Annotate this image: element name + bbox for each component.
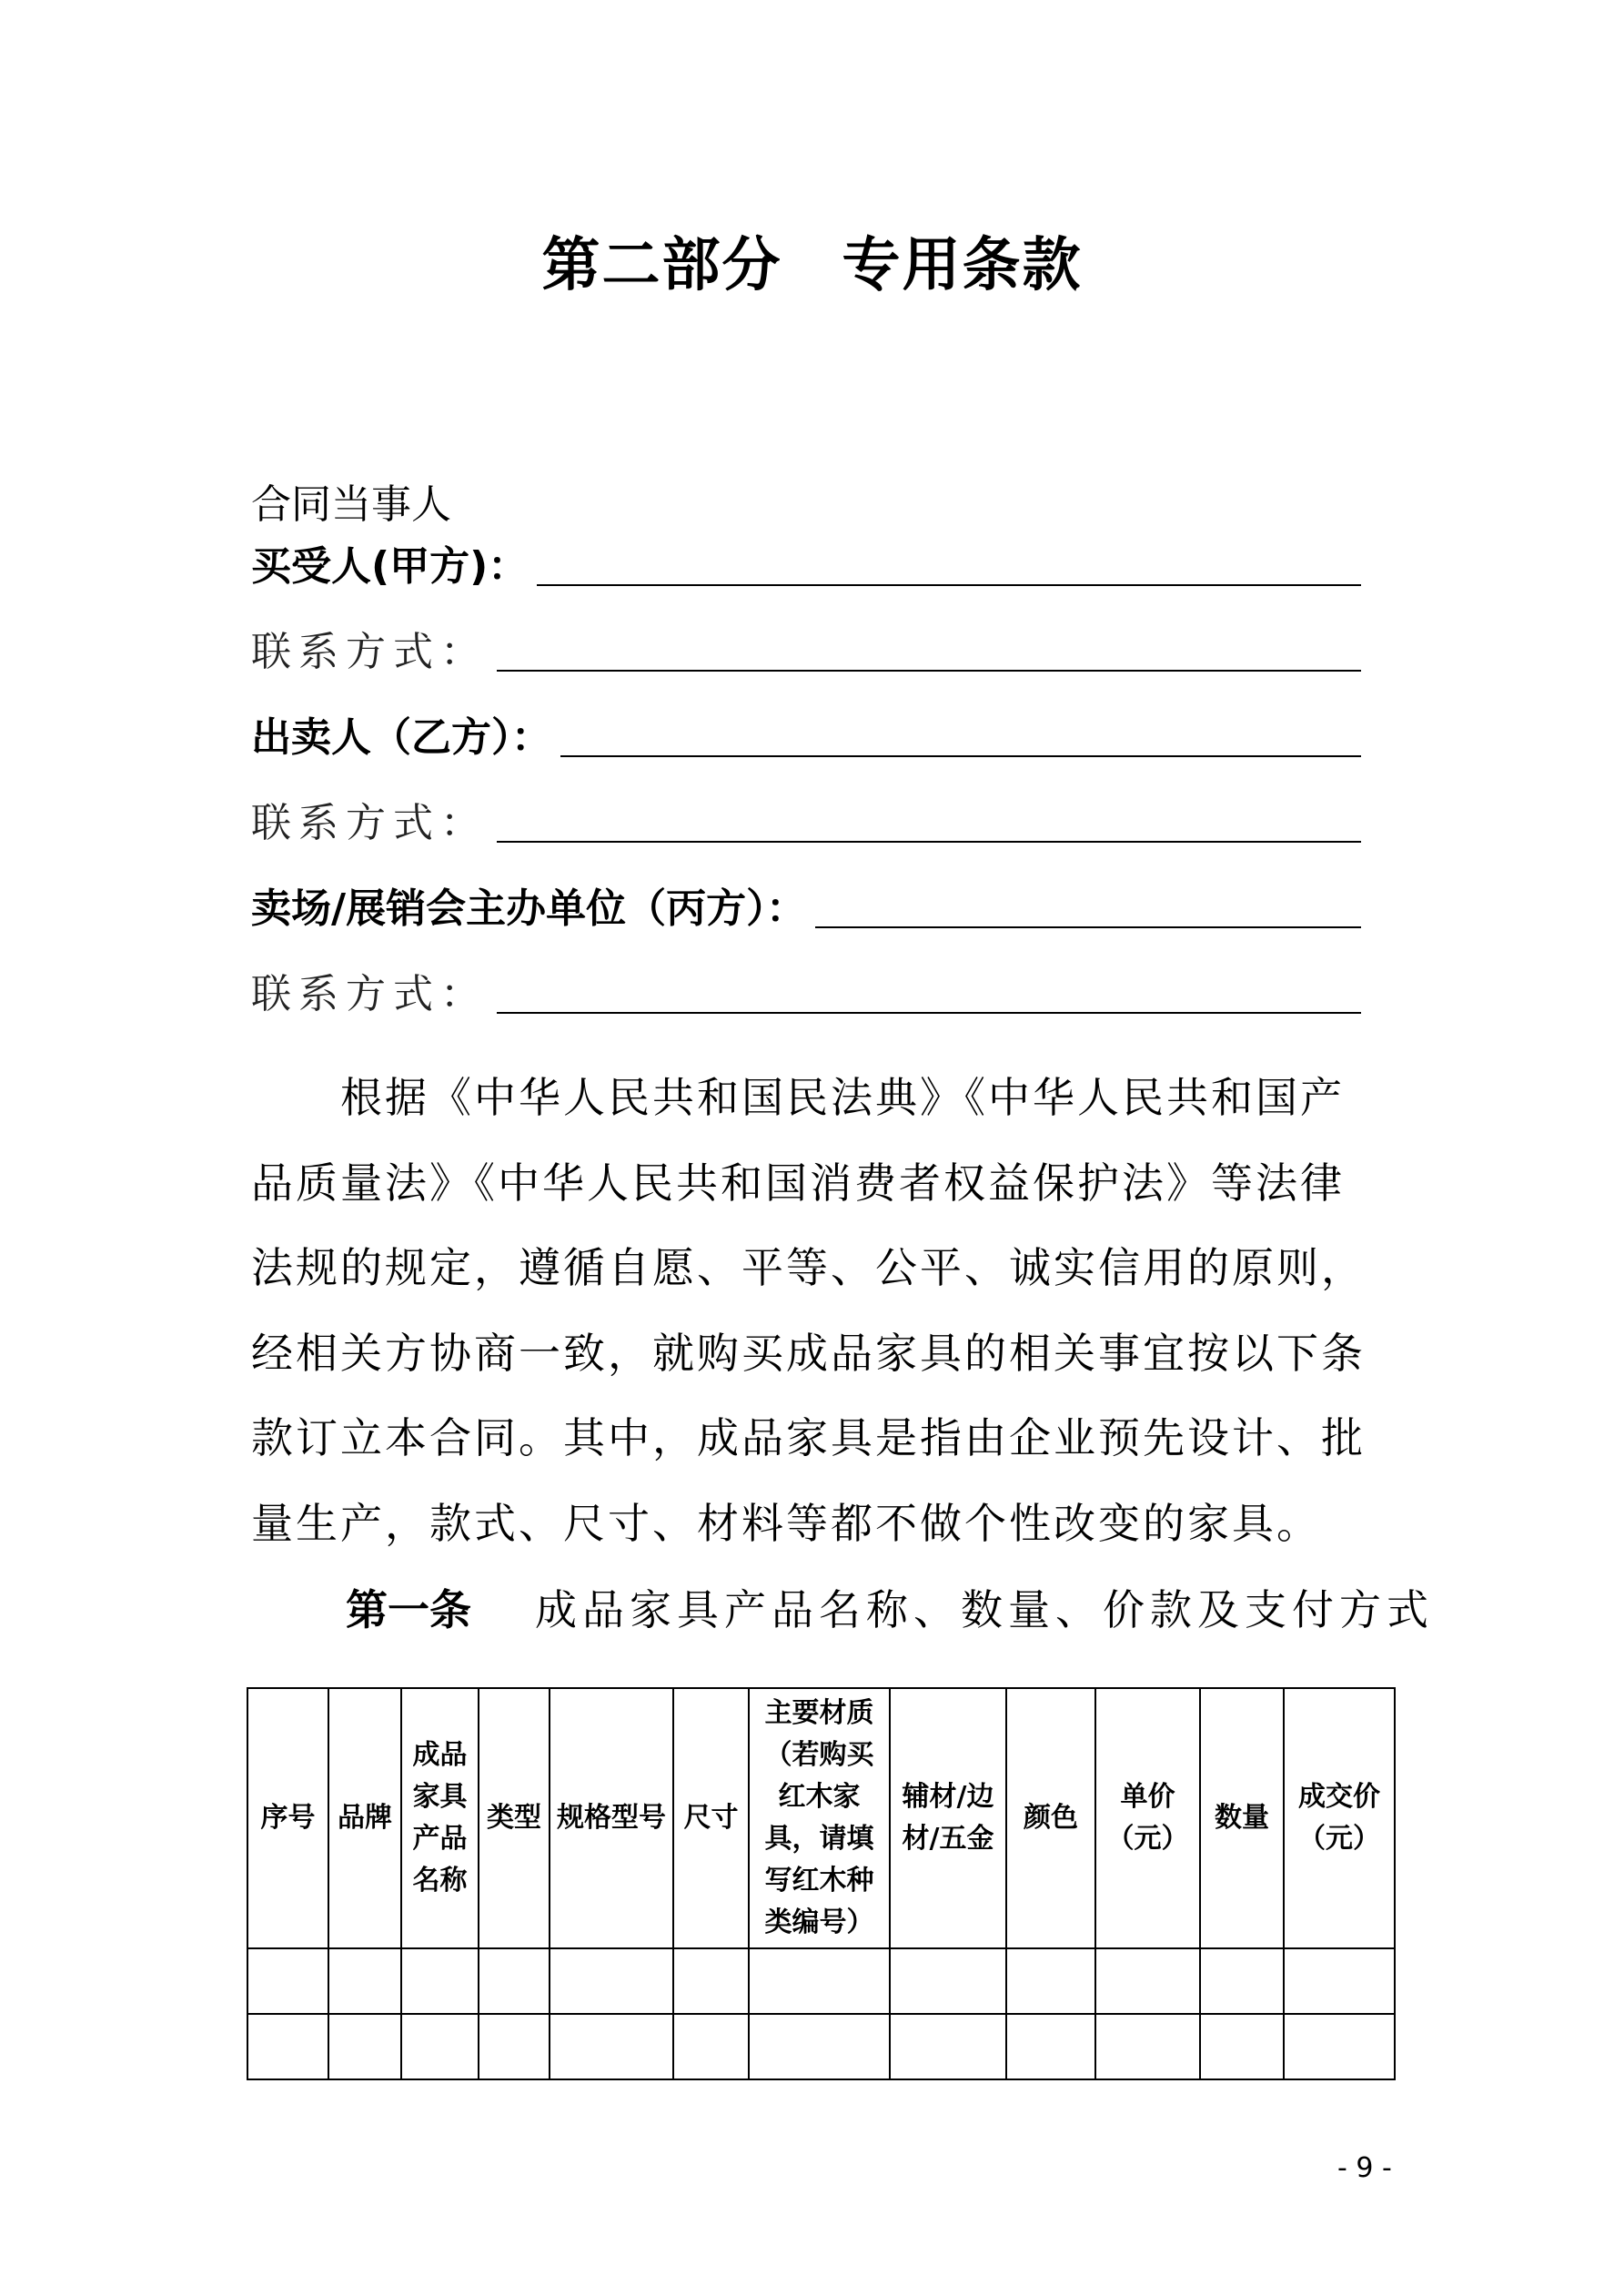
table-cell[interactable] [479,1948,550,2014]
table-cell[interactable] [749,1948,890,2014]
buyer-contact-label: 联系方式： [251,629,488,675]
table-cell[interactable] [247,1948,328,2014]
table-cell[interactable] [1006,1948,1095,2014]
header-cell: 序号 [247,1688,328,1948]
table-cell[interactable] [401,1948,479,2014]
article-number: 第一条 [346,1585,471,1634]
header-cell: 颜色 [1006,1688,1095,1948]
table-cell[interactable] [401,2014,479,2079]
table-cell[interactable] [328,1948,401,2014]
page-title: 第二部分 专用条款 [541,232,1083,299]
article-1-heading [346,1577,1434,1637]
header-cell: 单价（元） [1095,1688,1200,1948]
table-cell[interactable] [550,1948,673,2014]
market-contact-blank-line[interactable] [497,1012,1361,1014]
table-cell[interactable] [749,2014,890,2079]
table-row [247,2014,1395,2079]
page-number: - 9 - [1337,2152,1392,2184]
seller-contact-blank-line[interactable] [497,841,1361,843]
buyer-field [251,537,1361,592]
table-cell[interactable] [1200,1948,1284,2014]
header-cell: 尺寸 [673,1688,749,1948]
article-title: 成品家具产品名称、数量、价款及支付方式 [535,1585,1434,1634]
header-cell: 成品家具产品名称 [401,1688,479,1948]
market-organizer-field [251,879,1361,934]
header-cell: 辅材/边材/五金 [890,1688,1006,1948]
header-cell: 成交价（元） [1284,1688,1395,1948]
buyer-label: 买受人(甲方)： [251,543,529,590]
product-table [247,1687,1396,2080]
paragraph-line: 经相关方协商一致，就购买成品家具的相关事宜按以下条 [251,1329,1366,1378]
header-cell: 品牌 [328,1688,401,1948]
seller-contact-label: 联系方式： [251,800,488,846]
seller-label: 出卖人（乙方）： [251,714,551,761]
seller-contact-field [251,794,1361,848]
table-cell[interactable] [1095,1948,1200,2014]
parties-heading: 合同当事人 [251,481,451,528]
header-cell: 主要材质（若购买红木家具，请填写红木种类编号） [749,1688,890,1948]
header-cell: 规格型号 [550,1688,673,1948]
table-cell[interactable] [1095,2014,1200,2079]
table-cell[interactable] [247,2014,328,2079]
table-cell[interactable] [328,2014,401,2079]
table-cell[interactable] [1284,2014,1395,2079]
header-cell: 类型 [479,1688,550,1948]
table-cell[interactable] [673,2014,749,2079]
table-cell[interactable] [1006,2014,1095,2079]
paragraph-line: 款订立本合同。其中，成品家具是指由企业预先设计、批 [251,1413,1366,1462]
market-contact-label: 联系方式： [251,971,488,1017]
buyer-contact-field [251,622,1361,677]
table-cell[interactable] [1284,1948,1395,2014]
paragraph-line: 法规的规定，遵循自愿、平等、公平、诚实信用的原则， [251,1243,1366,1292]
paragraph-line: 品质量法》《中华人民共和国消费者权益保护法》等法律 [251,1158,1345,1208]
table-cell[interactable] [673,1948,749,2014]
market-organizer-label: 卖场/展销会主办单位（丙方）： [251,885,807,932]
header-cell: 数量 [1200,1688,1284,1948]
buyer-blank-line[interactable] [537,584,1361,586]
table-cell[interactable] [890,1948,1006,2014]
paragraph-line: 根据《中华人民共和国民法典》《中华人民共和国产 [251,1073,1345,1122]
market-contact-field [251,965,1361,1019]
buyer-contact-blank-line[interactable] [497,670,1361,672]
table-row [247,1948,1395,2014]
table-cell[interactable] [479,2014,550,2079]
table-cell[interactable] [550,2014,673,2079]
seller-field [251,708,1361,763]
table-cell[interactable] [890,2014,1006,2079]
market-organizer-blank-line[interactable] [815,926,1361,928]
table-header-row [247,1688,1395,1948]
paragraph-line: 量生产，款式、尺寸、材料等都不做个性改变的家具。 [251,1499,1321,1548]
seller-blank-line[interactable] [560,755,1361,757]
table-cell[interactable] [1200,2014,1284,2079]
